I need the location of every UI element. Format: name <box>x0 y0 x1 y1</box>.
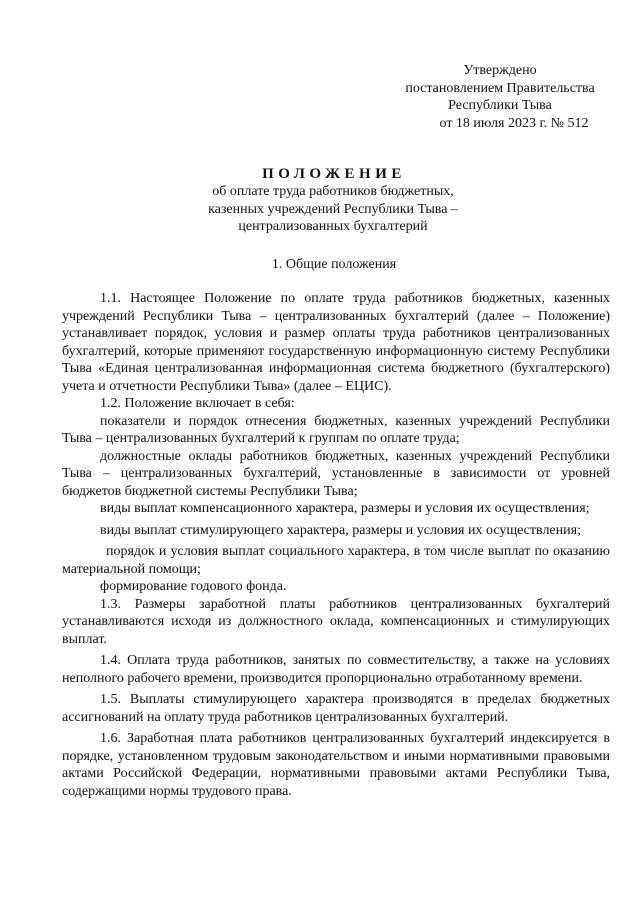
list-item-incentive: виды выплат стимулирующего характера, размеры и условия их осуществления; <box>100 522 581 538</box>
approval-stamp <box>380 62 620 132</box>
document-subtitle <box>0 183 640 236</box>
approval-line-resolution: постановлением Правительства <box>405 80 595 96</box>
paragraph-1-4: 1.4. Оплата труда работников, занятых по совместительству, а также на условиях неполного рабочего времени, производится пропорционально отработанному времени. <box>62 653 610 686</box>
paragraph-1-6: 1.6. Заработная плата работников централизованных бухгалтерий индексируется в порядке, установленном трудовым законодательством и иными нормативными правовыми актами Российской Федерации, нормативными правовыми актами Республики Тыва, содержащими нормы трудового права. <box>62 731 610 799</box>
approval-line-approved: Утверждено <box>463 63 537 78</box>
list-item-groups: показатели и порядок отнесения бюджетных, казенных учреждений Республики Тыва – централизованных бухгалтерий к группам по оплате труда; <box>62 413 610 446</box>
subtitle-line-3: централизованных бухгалтерий <box>238 219 428 234</box>
paragraph-1-1: 1.1. Настоящее Положение по оплате труда работников бюджетных, казенных учреждений Республики Тыва – централизованных бухгалтерий (далее – Положение) устанавливает порядок, условия и размер оплаты труда работников централизованных бухгалтерий, которые применяют государственную информационную систему Республики Тыва «Единая централизованная информационная система бюджетного (бухгалтерского) учета и отчетности Республики Тыва» (далее – ЕЦИС). <box>62 291 610 394</box>
paragraph-1-2: 1.2. Положение включает в себя: <box>100 396 295 411</box>
subtitle-line-2: казенных учреждений Республики Тыва – <box>208 201 458 217</box>
document-body <box>62 290 610 800</box>
subtitle-line-1: об оплате труда работников бюджетных, <box>212 184 454 199</box>
section-heading: 1. Общие положения <box>271 257 397 272</box>
document-title: ПОЛОЖЕНИЕ <box>262 166 406 182</box>
list-item-annual-fund: формирование годового фонда. <box>100 579 287 594</box>
list-item-social: порядок и условия выплат социального характера, в том числе выплат по оказанию материальной помощи; <box>62 544 610 577</box>
approval-line-date: от 18 июля 2023 г. № 512 <box>439 115 589 131</box>
list-item-compensation: виды выплат компенсационного характера, размеры и условия их осуществления; <box>100 501 590 516</box>
approval-line-republic: Республики Тыва <box>448 98 552 113</box>
paragraph-1-3: 1.3. Размеры заработной платы работников централизованных бухгалтерий устанавливаются исходя из должностного оклада, компенсационных и стимулирующих выплат. <box>62 596 610 647</box>
paragraph-1-5: 1.5. Выплаты стимулирующего характера производятся в пределах бюджетных ассигнований на оплату труда работников централизованных бухгалтерий. <box>62 692 610 725</box>
list-item-salaries: должностные оклады работников бюджетных, казенных учреждений Республики Тыва – централизованных бухгалтерий, установленные в зависимости от уровней бюджетов бюджетной системы Республики Тыва; <box>62 448 610 499</box>
